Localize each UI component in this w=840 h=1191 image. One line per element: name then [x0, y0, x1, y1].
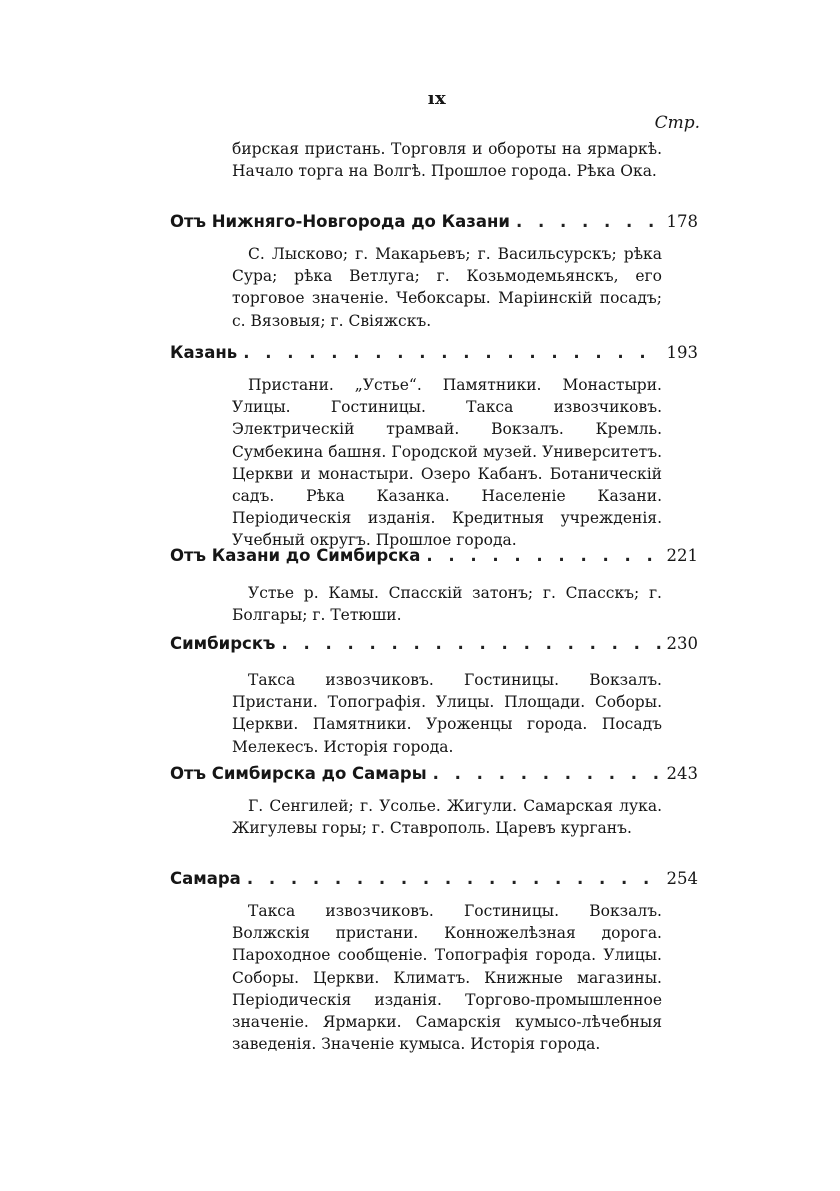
dot-leader	[281, 634, 660, 653]
page-number: ıx	[427, 88, 447, 109]
toc-entry-description: Пристани. „Устье“. Памятники. Монастыри. Улицы. Гостиницы. Такса извозчиковъ. Электрическій трамвай. Вокзалъ. Кремль. Сумбекина башня. Городской музей. Университетъ. Церкви и монастыри. Озеро Кабанъ. Ботаническій садъ. Рѣка Казанка. Населенiе Казани. Періодическія изданія. Кредитныя учрежденія. Учебный округъ. Прошлое города.	[232, 376, 662, 550]
dot-leader	[433, 764, 661, 783]
toc-entry-simbirsk[interactable]	[170, 634, 698, 658]
toc-entry-description: С. Лысково; г. Макарьевъ; г. Васильсурскъ; рѣка Сура; рѣка Ветлуга; г. Козьмодемьянскъ, его торговое значенiе. Чебоксары. Маріинскій посадъ; с. Вязовыя; г. Свiяжскъ.	[232, 245, 662, 330]
entry-description-continued: бирская пристань. Торговля и обороты на ярмаркѣ. Начало торга на Волгѣ. Прошлое города. Рѣка Ока.	[232, 140, 662, 181]
toc-entry-description: Г. Сенгилей; г. Усолье. Жигули. Самарская лука. Жигулевы горы; г. Ставрополь. Царевъ курганъ.	[232, 797, 662, 838]
dot-leader	[516, 212, 661, 231]
toc-entry-page: 230	[666, 634, 698, 653]
toc-entry-title: Отъ Нижняго-Новгорода до Казани	[170, 212, 510, 231]
toc-entry-title: Самара	[170, 869, 241, 888]
toc-entry-samara[interactable]	[170, 869, 698, 893]
toc-entry-description: Устье р. Камы. Спасскій затонъ; г. Спасскъ; г. Болгары; г. Тетюши.	[232, 584, 662, 625]
toc-entry-title: Казань	[170, 343, 238, 362]
toc-entry-page: 243	[666, 764, 698, 783]
toc-entry-page: 221	[666, 546, 698, 565]
toc-entry-page: 193	[666, 343, 698, 362]
toc-entry-kazan[interactable]	[170, 343, 698, 367]
page-column-label: Стр.	[654, 113, 700, 133]
toc-entry-kazan-simbirsk[interactable]	[170, 546, 698, 570]
toc-entry-title: Отъ Симбирска до Самары	[170, 764, 427, 783]
dot-leader	[243, 343, 660, 362]
toc-entry-title: Симбирскъ	[170, 634, 276, 653]
toc-entry-description: Такса извозчиковъ. Гостиницы. Вокзалъ. Волжскія пристани. Конножелѣзная дорога. Пароходное сообщеніе. Топографія города. Улицы. Соборы. Церкви. Климатъ. Книжные магазины. Періодическія изданія. Торгово-промышленное значеніе. Ярмарки. Самарскія кумысо-лѣчебныя заведенія. Значеніе кумыса. Исторія города.	[232, 902, 662, 1054]
toc-entry-nizhny-kazan[interactable]	[170, 212, 698, 236]
toc-entry-simbirsk-samara[interactable]	[170, 764, 698, 788]
dot-leader	[247, 869, 661, 888]
toc-entry-title: Отъ Казани до Симбирска	[170, 546, 421, 565]
dot-leader	[426, 546, 660, 565]
toc-entry-description: Такса извозчиковъ. Гостиницы. Вокзалъ. Пристани. Топографія. Улицы. Площади. Соборы. Церкви. Памятники. Уроженцы города. Посадъ Мелекесъ. Исторія города.	[232, 671, 662, 756]
toc-entry-page: 254	[666, 869, 698, 888]
toc-entry-page: 178	[666, 212, 698, 231]
